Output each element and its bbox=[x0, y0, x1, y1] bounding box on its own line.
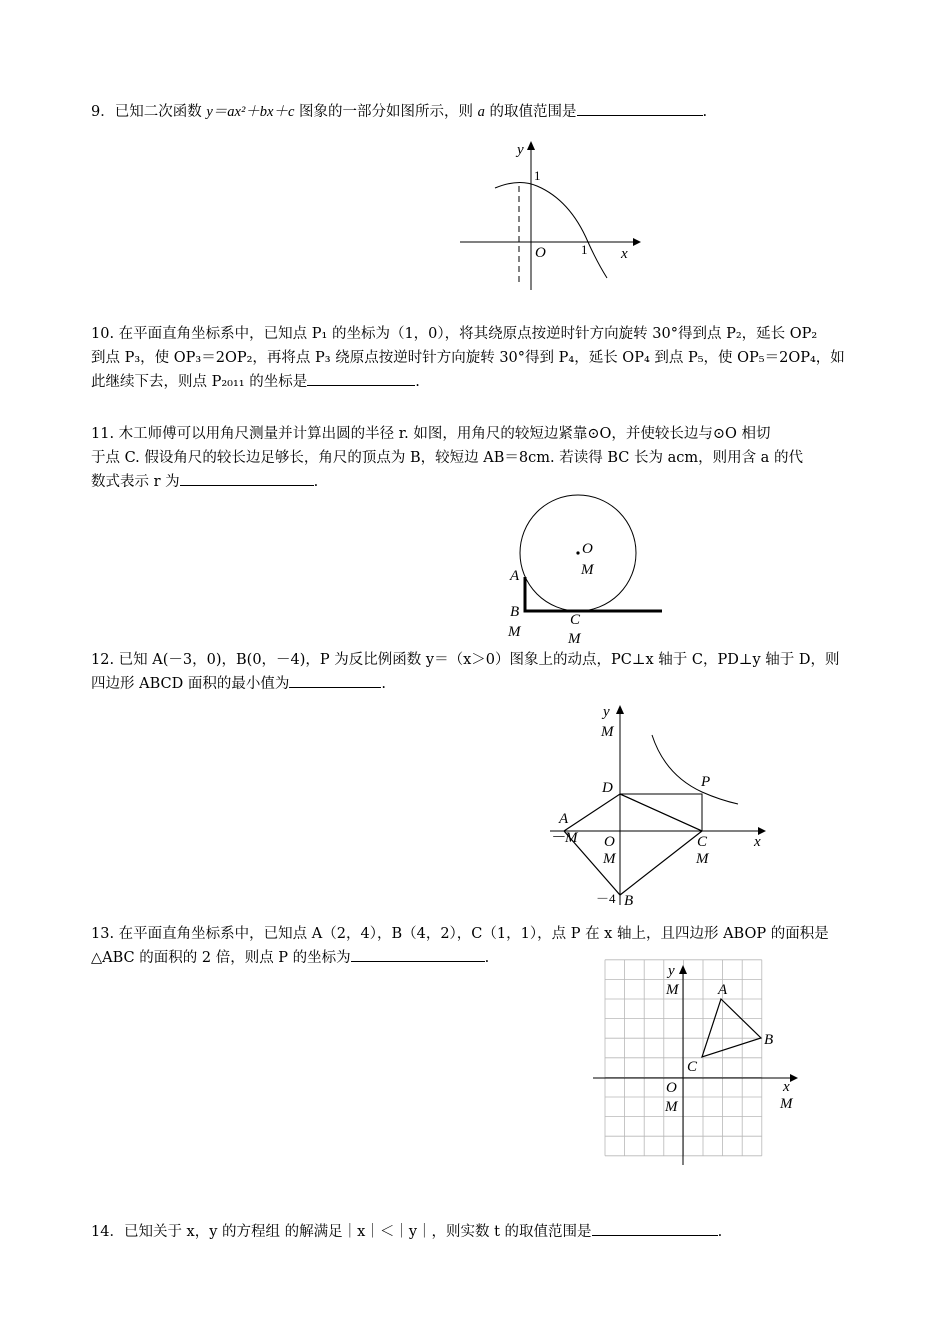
q9-text-3: 的取值范围是 bbox=[484, 104, 577, 120]
q12-c-label: C bbox=[697, 834, 708, 850]
q9-x-arrow-icon bbox=[633, 238, 641, 246]
q13-c-label: C bbox=[687, 1059, 698, 1075]
q12-y-label: y bbox=[603, 704, 610, 720]
q13-answer-blank[interactable] bbox=[351, 947, 485, 962]
q13-y-label: y bbox=[668, 963, 675, 979]
q13-y-arrow-icon bbox=[679, 965, 687, 974]
q12-neg4-label: －4 bbox=[596, 891, 616, 906]
q12-x-label: x bbox=[754, 834, 761, 850]
q13-b-label: B bbox=[764, 1032, 774, 1048]
q13-mx-label: M bbox=[780, 1096, 793, 1112]
q13-a-label: A bbox=[718, 982, 728, 998]
q10-end: . bbox=[415, 374, 420, 390]
q11-o-label: O bbox=[582, 541, 593, 557]
q11-line-1: 11. 木工师傅可以用角尺测量并计算出圆的半径 r. 如图，用角尺的较短边紧靠⊙O，并使较长边与⊙O 相切 bbox=[91, 426, 771, 442]
q13-mo-label: M bbox=[665, 1099, 678, 1115]
q12-a-label: A bbox=[559, 811, 569, 827]
q12-neg-label: －M bbox=[550, 830, 578, 846]
q9-y-arrow-icon bbox=[527, 141, 535, 150]
q13-end: . bbox=[484, 950, 490, 966]
q11-circle-square-figure bbox=[500, 494, 670, 646]
q9-number: 9． bbox=[91, 104, 115, 120]
q13-x-arrow-icon bbox=[790, 1074, 798, 1082]
q9-one-y-label: 1 bbox=[534, 168, 541, 183]
q11-m-label-3: M bbox=[568, 631, 581, 647]
q12-segment-dc bbox=[620, 794, 702, 831]
q13-line-2: △ABC 的面积的 2 倍，则点 P 的坐标为 bbox=[91, 950, 351, 966]
q10-answer-blank[interactable] bbox=[307, 371, 415, 386]
q9-var-a: a bbox=[477, 104, 485, 120]
q13-grid-figure bbox=[590, 960, 810, 1170]
q9-one-x-label: 1 bbox=[581, 242, 588, 257]
q11-a-label: A bbox=[510, 568, 520, 584]
q12-origin-label: O bbox=[604, 834, 615, 850]
q11-line-3: 数式表示 r 为 bbox=[91, 474, 180, 490]
q9-text-2: 图象的一部分如图所示，则 bbox=[294, 104, 478, 120]
q14-text: 14．已知关于 x，y 的方程组 的解满足｜x｜＜｜y｜，则实数 t 的取值范围是 bbox=[91, 1224, 592, 1240]
q9-answer-blank[interactable] bbox=[577, 101, 703, 116]
q11-b-label: B bbox=[510, 604, 520, 620]
question-11 bbox=[91, 422, 861, 494]
q12-b-label: B bbox=[624, 893, 634, 909]
q9-end: . bbox=[702, 104, 708, 120]
q12-mc-label: M bbox=[696, 851, 709, 867]
q12-quadrilateral-figure bbox=[540, 700, 780, 915]
q13-line-1: 13. 在平面直角坐标系中，已知点 A（2，4），B（4，2），C（1，1），点 P 在 x 轴上，且四边形 ABOP 的面积是 bbox=[91, 926, 829, 942]
question-10 bbox=[91, 322, 861, 394]
q12-p-label: P bbox=[701, 774, 711, 790]
q13-origin-label: O bbox=[666, 1080, 677, 1096]
q13-triangle-abc bbox=[702, 999, 761, 1057]
q9-y-label: y bbox=[517, 142, 524, 158]
q11-answer-blank[interactable] bbox=[180, 471, 314, 486]
q14-end: . bbox=[717, 1224, 723, 1240]
q9-text-1: 已知二次函数 bbox=[114, 104, 207, 120]
q13-my-label: M bbox=[666, 982, 679, 998]
q11-c-label: C bbox=[570, 612, 581, 628]
q12-line-1: 12. 已知 A(－3，0)，B(0，－4)，P 为反比例函数 y＝（x＞0）图象上的动点，PC⊥x 轴于 C，PD⊥y 轴于 D，则 bbox=[91, 652, 840, 668]
q12-mo-label: M bbox=[603, 851, 616, 867]
question-9 bbox=[91, 100, 861, 124]
q12-line-2: 四边形 ABCD 面积的最小值为 bbox=[91, 676, 290, 692]
q12-quadrilateral-abcd bbox=[564, 794, 702, 895]
q13-x-label: x bbox=[783, 1079, 790, 1095]
question-14 bbox=[91, 1220, 861, 1244]
q12-d-label: D bbox=[602, 780, 613, 796]
q11-carpenter-square bbox=[525, 577, 662, 611]
q11-m-label-2: M bbox=[508, 624, 521, 640]
q12-end: . bbox=[381, 676, 386, 692]
q11-m-label-1: M bbox=[581, 562, 594, 578]
q10-line-2: 到点 P₃，使 OP₃＝2OP₂，再将点 P₃ 绕原点按逆时针方向旋转 30°得到 P₄，延长 OP₄ 到点 P₅，使 OP₅＝2OP₄，如 bbox=[91, 350, 845, 366]
q9-formula: y＝ax²＋bx＋c bbox=[206, 104, 295, 120]
q10-line-3: 此继续下去，则点 P₂₀₁₁ 的坐标是 bbox=[91, 374, 308, 390]
q9-origin-label: O bbox=[535, 245, 546, 261]
q9-x-label: x bbox=[621, 246, 628, 262]
q11-line-2: 于点 C. 假设角尺的较长边足够长，角尺的顶点为 B，较短边 AB＝8cm. 若读得 BC 长为 acm，则用含 a 的代 bbox=[91, 450, 803, 466]
q9-parabola-figure bbox=[455, 138, 645, 298]
q12-y-arrow-icon bbox=[616, 705, 624, 714]
q11-end: . bbox=[313, 474, 319, 490]
q12-my-label: M bbox=[601, 724, 614, 740]
q10-line-1: 10. 在平面直角坐标系中，已知点 P₁ 的坐标为（1，0），将其绕原点按逆时针方向旋转 30°得到点 P₂，延长 OP₂ bbox=[91, 326, 818, 342]
q12-answer-blank[interactable] bbox=[289, 673, 381, 688]
question-12 bbox=[91, 648, 861, 696]
q11-center-dot bbox=[576, 551, 579, 554]
q14-answer-blank[interactable] bbox=[592, 1221, 718, 1236]
q9-parabola-curve bbox=[495, 182, 607, 278]
